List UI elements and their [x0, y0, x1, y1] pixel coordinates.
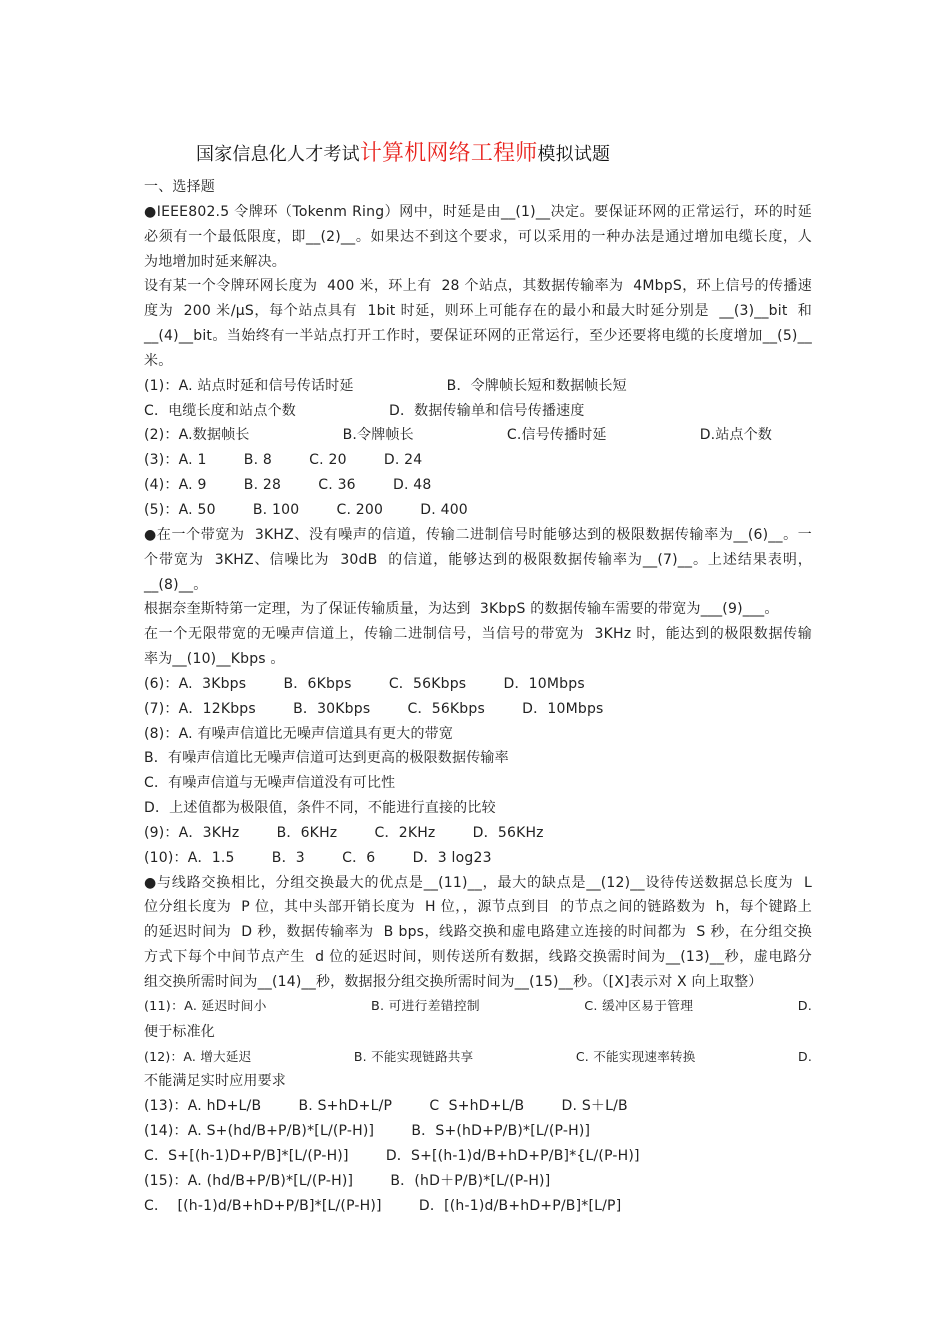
- question-text-line: ●在一个带宽为 3KHZ、没有噪声的信道，传输二进制信号时能够达到的极限数据传输率为__(6)__。一: [144, 526, 812, 543]
- question-text-line: 度为 200 米/μS，每个站点具有 1bit 时延，则环上可能存在的最小和最大时延分别是 __(3)__bit 和: [144, 303, 812, 320]
- question-text-line: 个带宽为 3KHZ、信噪比为 30dB 的信道，能够达到的极限数据传输率为__(7)__。上述结果表明，: [144, 551, 812, 568]
- answer-options-line: C．电缆长度和站点个数 D．数据传输单和信号传播速度: [144, 402, 585, 419]
- answer-options-line: D．上述值都为极限值，条件不同，不能进行直接的比较: [144, 800, 496, 817]
- answer-options-line: (10)：A．1.5 B．3 C．6 D．3 log23: [144, 849, 492, 866]
- question-text-line: 为地增加时延来解决。: [144, 253, 286, 270]
- answer-options-line: (12)：A. 增大延迟 B. 不能实现链路共享 C. 不能实现速率转换 D.: [144, 1048, 812, 1064]
- answer-options-line: 便于标准化: [144, 1023, 215, 1040]
- answer-options-line: (3)：A. 1 B. 8 C. 20 D. 24: [144, 452, 423, 469]
- document-body: [144, 175, 812, 1218]
- question-text-line: 位分组长度为 P 位，其中头部开销长度为 H 位，，源节点到目 的节点之间的链路数为 h，每个键路上: [144, 899, 812, 916]
- question-text-line: 的延迟时间为 D 秒，数据传输率为 B bps，线路交换和虚电路建立连接的时间都为 S 秒，在分组交换: [144, 924, 812, 941]
- answer-options-line: (11)：A. 延迟时间小 B. 可进行差错控制 C. 缓冲区易于管理 D.: [144, 998, 812, 1014]
- title-prefix: 国家信息化人才考试: [196, 144, 360, 165]
- question-text-line: 在一个无限带宽的无噪声信道上，传输二进制信号，当信号的带宽为 3KHz 时，能达到的极限数据传输: [144, 626, 812, 643]
- title-highlight: 计算机网络工程师: [359, 141, 538, 166]
- answer-options-line: (8)：A. 有噪声信道比无噪声信道具有更大的带宽: [144, 725, 454, 742]
- question-text-line: __(8)__。: [144, 576, 208, 593]
- question-text-line: 米。: [144, 352, 173, 369]
- answer-options-line: C． [(h-1)d/B+hD+P/B]*[L/(P-H)] D．[(h-1)d/B+hD+P/B]*[L/P]: [144, 1197, 622, 1214]
- title-suffix: 模拟试题: [537, 144, 611, 165]
- page-title: [196, 136, 610, 167]
- answer-options-line: (5)：A. 50 B. 100 C. 200 D. 400: [144, 501, 468, 518]
- question-text-line: 根据奈奎斯特第一定理，为了保证传输质量，为达到 3KbpS 的数据传输车需要的带宽为___(9)___。: [144, 601, 779, 618]
- answer-options-line: 不能满足实时应用要求: [144, 1073, 286, 1090]
- question-text-line: ●与线路交换相比，分组交换最大的优点是__(11)__，最大的缺点是__(12)__设待传送数据总长度为 L: [144, 874, 812, 891]
- answer-options-line: (14)：A. S+(hd/B+P/B)*[L/(P-H)] B．S+(hD+P/B)*[L/(P-H)]: [144, 1123, 591, 1140]
- answer-options-line: (15)：A. (hd/B+P/B)*[L/(P-H)] B．(hD＋P/B)*[L/(P-H)]: [144, 1172, 551, 1189]
- answer-options-line: (7)：A．12Kbps B．30Kbps C．56Kbps D．10Mbps: [144, 700, 604, 717]
- question-text-line: 组交换所需时间为__(14)__秒，数据报分组交换所需时间为__(15)__秒。（[X]表示对 X 向上取整）: [144, 974, 763, 990]
- question-text-line: __(4)__bit。当始终有一半站点打开工作时，要保证环网的正常运行，至少还要将电缆的长度增加__(5)__: [144, 328, 812, 345]
- question-text-line: 设有某一个令牌环网长度为 400 米，环上有 28 个站点，其数据传输率为 4MbpS，环上信号的传播速: [144, 278, 812, 295]
- question-text-line: 必须有一个最低限度，即__(2)__。如果达不到这个要求，可以采用的一种办法是通过增加电缆长度，人: [144, 228, 812, 245]
- section-heading: 一、选择题: [144, 179, 215, 195]
- question-text-line: 方式下每个中间节点产生 d 位的延迟时间，则传送所有数据，线路交换需时间为__(13)__秒，虚电路分: [144, 949, 812, 966]
- question-text-line: ●IEEE802.5 令牌环（Tokenm Ring）网中，时延是由__(1)__决定。要保证环网的正常运行，环的时延: [144, 203, 812, 220]
- answer-options-line: C．S+[(h-1)D+P/B]*[L/(P-H)] D．S+[(h-1)d/B+hD+P/B]*{L/(P-H)]: [144, 1147, 640, 1164]
- question-text-line: 率为__(10)__Kbps 。: [144, 651, 285, 668]
- answer-options-line: (13)：A. hD+L/B B. S+hD+L/P C S+hD+L/B D. S＋L/B: [144, 1098, 628, 1115]
- answer-options-line: B．有噪声信道比无噪声信道可达到更高的极限数据传输率: [144, 750, 509, 767]
- answer-options-line: (6)：A. 3Kbps B．6Kbps C．56Kbps D．10Mbps: [144, 675, 585, 692]
- answer-options-line: C．有噪声信道与无噪声信道没有可比性: [144, 775, 396, 792]
- answer-options-line: (4)：A. 9 B. 28 C. 36 D. 48: [144, 477, 432, 494]
- answer-options-line: (9)：A．3KHz B．6KHz C．2KHz D．56KHz: [144, 824, 544, 841]
- answer-options-line: (1)：A. 站点时延和信号传话时延 B．令牌帧长短和数据帧长短: [144, 377, 627, 394]
- answer-options-line: (2)：A.数据帧长 B.令牌帧长 C.信号传播时延 D.站点个数: [144, 427, 773, 444]
